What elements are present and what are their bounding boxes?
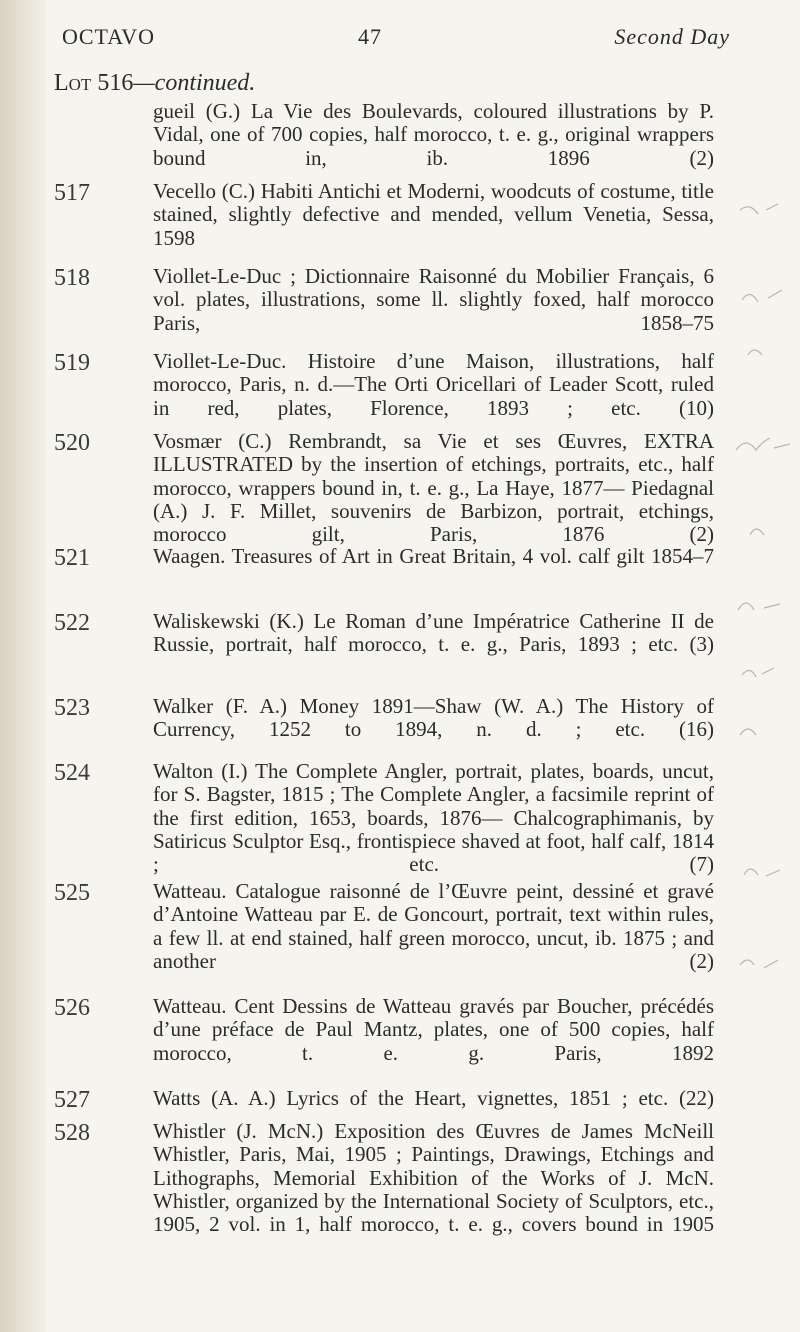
lot-description: Waliskewski (K.) Le Roman d’une Impératrice Catherine II de Russie, portrait, half morocco, t. e. g., Paris, 1893 ; etc. (3)	[153, 609, 714, 657]
lot-description: Whistler (J. McN.) Exposition des Œuvres de James McNeill Whistler, Paris, Mai, 1905 ; Paintings, Drawings, Etchings and Lithographs, Memorial Exhibition of the Works of J. McN. Whistler, organized by the International Society of Sculptors, etc., 1905, 2 vol. in 1, half morocco, t. e. g., covers bound in 1905	[153, 1119, 714, 1237]
lot-number: 528	[54, 1120, 90, 1146]
lot-label: Lot	[54, 70, 92, 96]
pencil-mark	[738, 603, 780, 610]
lot-entry	[54, 1120, 714, 1236]
lot-description: gueil (G.) La Vie des Boulevards, coloured illustrations by P. Vidal, one of 700 copies, half morocco, t. e. g., original wrappers bound in, ib. 1896 (2)	[153, 99, 714, 170]
lot-number: 523	[54, 695, 90, 721]
lot-entry	[54, 880, 714, 973]
lot-number: 521	[54, 545, 90, 571]
lot-number: 519	[54, 350, 90, 376]
lot-entry	[54, 180, 714, 250]
pencil-mark	[742, 668, 774, 677]
pencil-mark	[740, 960, 778, 968]
lot-description: Vecello (C.) Habiti Antichi et Moderni, woodcuts of costume, title stained, slightly defective and mended, vellum Venetia, Sessa, 1598	[153, 179, 714, 250]
pencil-mark	[736, 438, 790, 450]
pencil-mark	[740, 729, 756, 735]
lot-entry	[54, 265, 714, 335]
pencil-mark	[740, 204, 778, 214]
lot-entry	[54, 100, 714, 170]
lot-number: 520	[54, 430, 90, 456]
header-left: OCTAVO	[62, 24, 156, 49]
page-edge-shadow	[0, 0, 46, 1332]
lot-description: Watteau. Cent Dessins de Watteau gravés par Boucher, précédés d’une préface de Paul Mantz, plates, one of 500 copies, half morocco, t. e. g. Paris, 1892	[153, 994, 714, 1065]
lot-description: Watteau. Catalogue raisonné de l’Œuvre peint, dessiné et gravé d’Antoine Watteau par E. de Goncourt, portrait, text within rules, a few ll. at end stained, half green morocco, uncut, ib. 1875 ; and another (2)	[153, 879, 714, 973]
continued-label: —continued.	[133, 70, 256, 96]
page-number: 47	[358, 24, 382, 49]
lot-entry	[54, 610, 714, 657]
lot-heading	[54, 70, 255, 97]
lot-number: 516	[97, 70, 134, 96]
pencil-annotations	[730, 190, 800, 1010]
lot-description: Viollet-Le-Duc ; Dictionnaire Raisonné du Mobilier Français, 6 vol. plates, illustrations, some ll. slightly foxed, half morocco Paris, 1858–75	[153, 264, 714, 335]
lot-number: 525	[54, 880, 90, 906]
lot-number: 518	[54, 265, 90, 291]
lot-entry	[54, 430, 714, 546]
lot-description: Watts (A. A.) Lyrics of the Heart, vignettes, 1851 ; etc. (22)	[153, 1086, 714, 1110]
header-right: Second Day	[614, 24, 730, 49]
lot-description: Walker (F. A.) Money 1891—Shaw (W. A.) The History of Currency, 1252 to 1894, n. d. ; etc. (16)	[153, 694, 714, 742]
lot-description: Viollet-Le-Duc. Histoire d’une Maison, illustrations, half morocco, Paris, n. d.—The Orti Oricellari of Leader Scott, ruled in red, plates, Florence, 1893 ; etc. (10)	[153, 349, 714, 420]
pencil-mark	[748, 350, 762, 355]
lot-entry	[54, 995, 714, 1065]
lot-number: 524	[54, 760, 90, 786]
lot-number: 527	[54, 1087, 90, 1113]
lot-entry	[54, 544, 714, 571]
lot-number: 526	[54, 995, 90, 1021]
lot-entry	[54, 695, 714, 742]
lot-entry	[54, 350, 714, 420]
lot-number: 517	[54, 180, 90, 206]
lot-entry	[54, 1086, 714, 1113]
lot-description: Waagen. Treasures of Art in Great Britain, 4 vol. calf gilt 1854–7	[153, 544, 714, 568]
lot-number: 522	[54, 610, 90, 636]
running-header	[62, 24, 730, 60]
pencil-mark	[750, 529, 764, 535]
lot-description: Vosmær (C.) Rembrandt, sa Vie et ses Œuvres, EXTRA ILLUSTRATED by the insertion of etchings, portraits, etc., half morocco, wrappers bound in, t. e. g., La Haye, 1877— Piedagnal (A.) J. F. Millet, souvenirs de Barbizon, portrait, etchings, morocco gilt, Paris, 1876 (2)	[153, 429, 714, 547]
lot-entry	[54, 760, 714, 876]
pencil-mark	[742, 290, 782, 302]
pencil-mark	[744, 869, 780, 876]
lot-description: Walton (I.) The Complete Angler, portrait, plates, boards, uncut, for S. Bagster, 1815 ; The Complete Angler, a facsimile reprint of the first edition, 1653, boards, 1876— Chalcographimanis, by Satiricus Sculptor Esq., frontispiece shaved at foot, half calf, 1814 ; etc. (7)	[153, 759, 714, 877]
